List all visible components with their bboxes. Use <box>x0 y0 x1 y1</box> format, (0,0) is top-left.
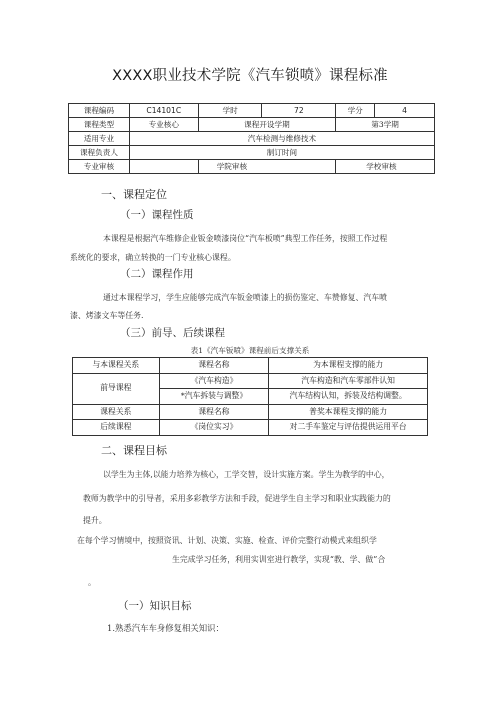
table-row <box>73 358 428 374</box>
cell: 普奖本课程支撑的能力 <box>269 404 428 420</box>
cell: 与本课程关系 <box>73 358 160 374</box>
cell: 前导课程 <box>73 373 160 404</box>
section-heading: 一、课程定位 <box>101 188 167 201</box>
table-row <box>69 118 435 132</box>
section-heading: 二、课程目标 <box>101 444 167 457</box>
cell: 课程编码 <box>69 104 130 118</box>
cell: 学分 <box>336 104 375 118</box>
table-row <box>73 404 428 420</box>
cell: 《岗位实习》 <box>159 420 269 436</box>
paragraph: 提升。 <box>83 516 107 525</box>
table-row <box>69 104 435 118</box>
paragraph: 。 <box>88 578 96 587</box>
cell: 对二手车鉴定与评估提供运用平台 <box>269 420 428 436</box>
course-relation-table <box>72 357 428 436</box>
table-caption: 表1《汽车钣喷》课程前后支撑关系 <box>190 346 310 355</box>
subsection-heading: （一）知识目标 <box>118 600 192 612</box>
page-title: XXXX职业技术学院《汽车锁喷》课程标准 <box>112 68 388 84</box>
paragraph: 在每个学习情境中，按照资讯、计划、决策、实施、检查、评价完整行动模式来组织学 <box>77 536 377 545</box>
cell: 《汽车构造》 <box>159 373 269 389</box>
cell: 汽车结构认知，拆装及结构调整。 <box>269 389 428 405</box>
cell: 课程类型 <box>69 118 130 132</box>
paragraph: 系统化的要求，确立转换的一门专业核心课程。 <box>70 253 236 262</box>
table-row <box>69 160 435 174</box>
cell: 课程开设学期 <box>198 118 336 132</box>
cell: 课程名称 <box>159 404 269 420</box>
course-info-table <box>68 103 435 174</box>
cell: 课程名称 <box>159 358 269 374</box>
table-row <box>69 146 435 160</box>
cell: C14101C <box>129 104 198 118</box>
paragraph: 生完成学习任务，利用实训室进行教学，实现“教、学、做”合 <box>172 555 386 564</box>
cell <box>129 160 198 174</box>
subsection-heading: （一）课程性质 <box>120 209 194 221</box>
cell: 学校审核 <box>336 160 435 174</box>
cell: 课程负责人 <box>69 146 130 160</box>
cell: 专业审核 <box>69 160 130 174</box>
paragraph: 本课程是根据汽车维修企业钣金喷漆岗位“汽车板喷”典型工作任务，按照工作过程 <box>103 234 388 243</box>
paragraph: 通过本课程学习，学生应能够完成汽车钣金喷漆上的损伤鉴定、车赞修复、汽车喷 <box>103 293 388 302</box>
table-row <box>73 373 428 389</box>
cell: 学院审核 <box>198 160 336 174</box>
table-row <box>69 132 435 146</box>
cell: 专业核心 <box>129 118 198 132</box>
cell: 课程关系 <box>73 404 160 420</box>
cell: 后续课程 <box>73 420 160 436</box>
cell: 第3学期 <box>336 118 435 132</box>
subsection-heading: （三）前导、后续课程 <box>120 327 225 339</box>
cell: 4 <box>375 104 435 118</box>
cell: 制订时间 <box>129 146 434 160</box>
table-row <box>73 420 428 436</box>
paragraph: 漆、烤漆文车等任务. <box>70 311 144 320</box>
cell: 适用专业 <box>69 132 130 146</box>
subsection-heading: （二）课程作用 <box>120 268 194 280</box>
cell: 72 <box>262 104 336 118</box>
cell: 为本课程支撑的能力 <box>269 358 428 374</box>
cell: 汽车检测与维修技术 <box>129 132 434 146</box>
paragraph: 以学生为主体,以能力培养为核心，工学交替，设计实施方案。学生为教学的中心， <box>103 470 390 479</box>
cell: *汽车拆装与调整》 <box>159 389 269 405</box>
paragraph: 教师为教学中的引导者，采用多彩教学方法和手段，促进学生自主学习和职业实践能力的 <box>83 494 391 503</box>
cell: 学时 <box>198 104 262 118</box>
list-item: 1.熟悉汽车车身修复相关知识： <box>107 623 224 633</box>
cell: 汽车构造和汽车零部件认知 <box>269 373 428 389</box>
